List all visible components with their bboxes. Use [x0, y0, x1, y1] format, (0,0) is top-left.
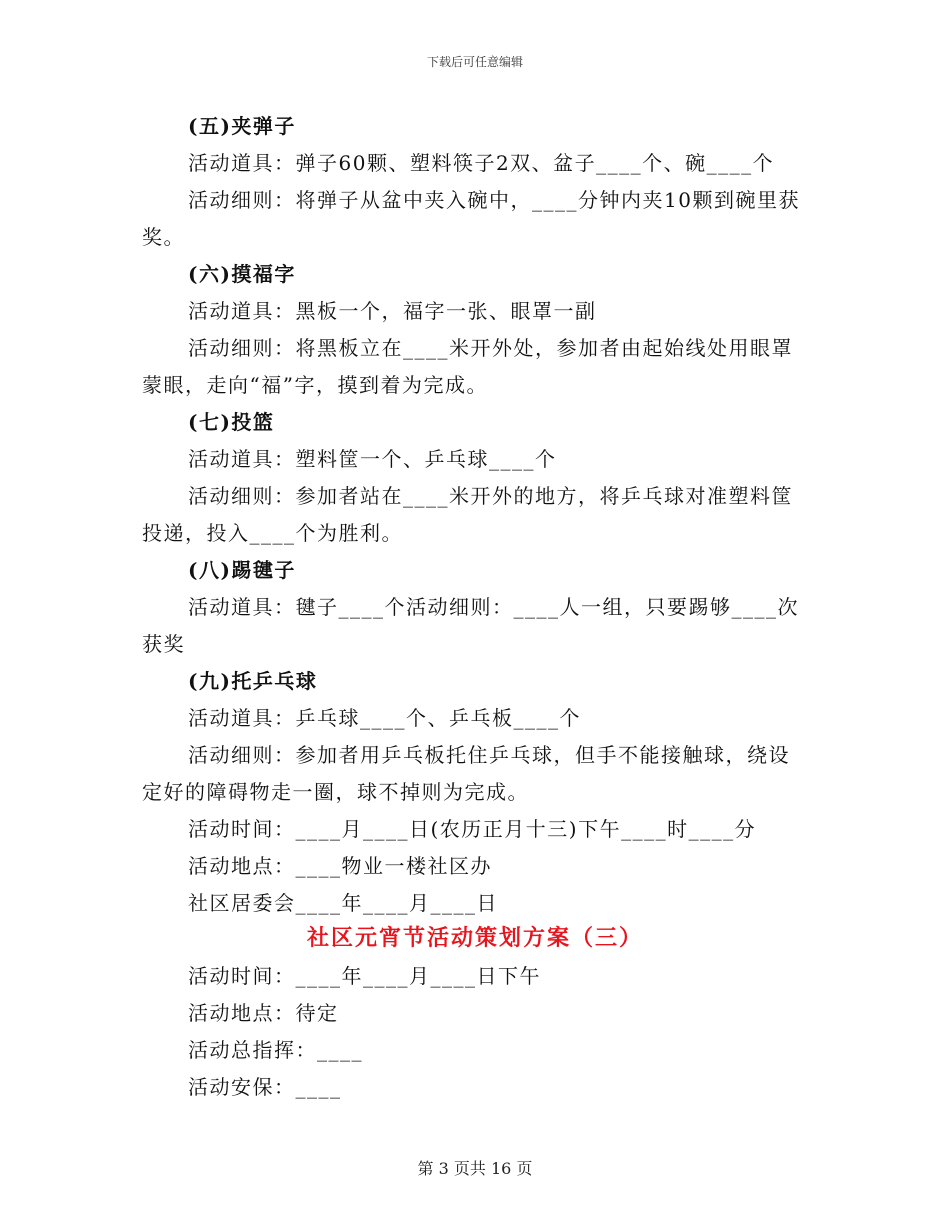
- paragraph: 活动道具：乒乓球____个、乒乓板____个: [188, 706, 581, 730]
- page-footer: 第 3 页共 16 页: [417, 1159, 533, 1178]
- paragraph: 活动细则：将黑板立在____米开外处，参加者由起始线处用眼罩: [188, 336, 793, 360]
- paragraph-continuation: 获奖: [142, 632, 185, 656]
- section-heading: (九)托乒乓球: [188, 669, 318, 693]
- section-heading: (七)投篮: [188, 410, 275, 434]
- paragraph: 社区居委会____年____月____日: [188, 891, 498, 915]
- paragraph: 活动道具：弹子60颗、塑料筷子2双、盆子____个、碗____个: [188, 151, 775, 175]
- document-body: [142, 108, 808, 1106]
- section-heading: (八)踢毽子: [188, 558, 296, 582]
- section-heading: (六)摸福字: [188, 262, 296, 286]
- paragraph: 活动道具：黑板一个，福字一张、眼罩一副: [188, 299, 597, 323]
- paragraph: 活动总指挥：____: [188, 1038, 363, 1062]
- paragraph-continuation: 蒙眼，走向“福”字，摸到着为完成。: [142, 373, 488, 397]
- paragraph: 活动细则：参加者站在____米开外的地方，将乒乓球对准塑料筐: [188, 484, 793, 508]
- paragraph: 活动安保：____: [188, 1075, 342, 1099]
- paragraph: 活动地点：____物业一楼社区办: [188, 854, 492, 878]
- paragraph: 活动道具：塑料筐一个、乒乓球____个: [188, 447, 557, 471]
- paragraph-continuation: 奖。: [142, 225, 185, 249]
- document-title: 社区元宵节活动策划方案（三）: [306, 925, 643, 951]
- paragraph: 活动细则：将弹子从盆中夹入碗中，____分钟内夹10颗到碗里获: [188, 188, 800, 212]
- section-heading: (五)夹弹子: [188, 114, 296, 138]
- paragraph: 活动地点：待定: [188, 1001, 339, 1025]
- paragraph-continuation: 投递，投入____个为胜利。: [142, 521, 403, 545]
- paragraph: 活动细则：参加者用乒乓板托住乒乓球，但手不能接触球，绕设: [188, 743, 790, 767]
- paragraph: 活动道具：毽子____个活动细则：____人一组，只要踢够____次: [188, 595, 799, 619]
- paragraph-continuation: 定好的障碍物走一圈，球不掉则为完成。: [142, 780, 529, 804]
- page-header: 下载后可任意编辑: [426, 55, 523, 69]
- paragraph: 活动时间：____月____日(农历正月十三)下午____时____分: [188, 817, 757, 841]
- paragraph: 活动时间：____年____月____日下午: [188, 964, 541, 988]
